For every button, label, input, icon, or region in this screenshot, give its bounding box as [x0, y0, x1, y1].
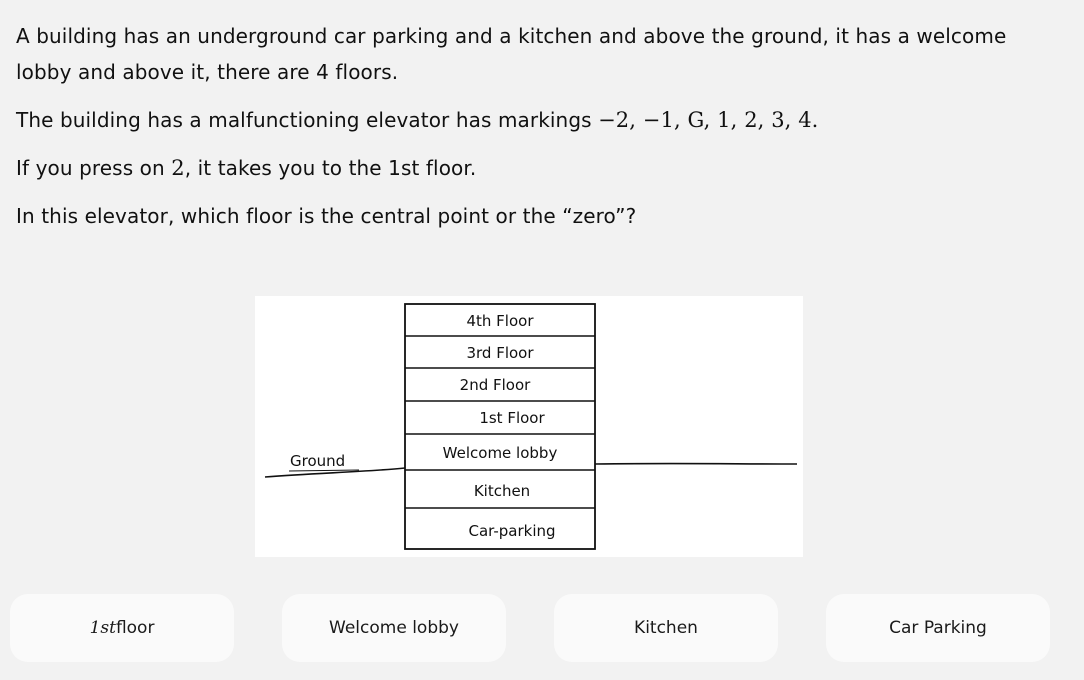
question-paragraph-2	[16, 102, 1066, 138]
question-paragraph-3-after: , it takes you to the 1st floor.	[184, 156, 477, 180]
option-car-parking[interactable]	[826, 594, 1050, 662]
option-kitchen-label: Kitchen	[634, 618, 698, 638]
question-paragraph-3-before: If you press on	[16, 156, 172, 180]
floor-label-3rd: 3rd Floor	[466, 344, 534, 362]
option-welcome-lobby-label: Welcome lobby	[329, 618, 459, 638]
floor-label-welcome-lobby: Welcome lobby	[442, 444, 558, 462]
question-paragraph-3	[16, 150, 1066, 186]
building-diagram	[255, 296, 803, 557]
option-1st-floor-math: 1st	[89, 618, 116, 638]
floor-label-4th: 4th Floor	[466, 312, 534, 330]
question-text	[16, 18, 1066, 246]
ground-label-underline	[289, 470, 359, 471]
question-paragraph-4: In this elevator, which floor is the central point or the “zero”?	[16, 204, 637, 228]
elevator-markings: −2, −1, G, 1, 2, 3, 4.	[598, 108, 819, 132]
question-paragraph-1: A building has an underground car parking and a kitchen and above the ground, it has a welcome lobby and above it, there are 4 floors.	[16, 24, 1007, 84]
building-diagram-svg	[255, 296, 803, 557]
answer-options	[10, 594, 1074, 662]
option-kitchen[interactable]	[554, 594, 778, 662]
option-car-parking-label: Car Parking	[889, 618, 987, 638]
question-paragraph-2-text: The building has a malfunctioning elevator has markings	[16, 108, 599, 132]
floor-label-1st: 1st Floor	[479, 409, 545, 427]
option-1st-floor-text: floor	[115, 618, 155, 638]
ground-label: Ground	[290, 452, 346, 470]
option-welcome-lobby[interactable]	[282, 594, 506, 662]
floor-label-2nd: 2nd Floor	[459, 376, 531, 394]
floor-label-kitchen: Kitchen	[473, 482, 531, 500]
pressed-button-number: 2	[171, 156, 185, 180]
option-1st-floor[interactable]	[10, 594, 234, 662]
floor-label-car-parking: Car-parking	[468, 522, 556, 540]
